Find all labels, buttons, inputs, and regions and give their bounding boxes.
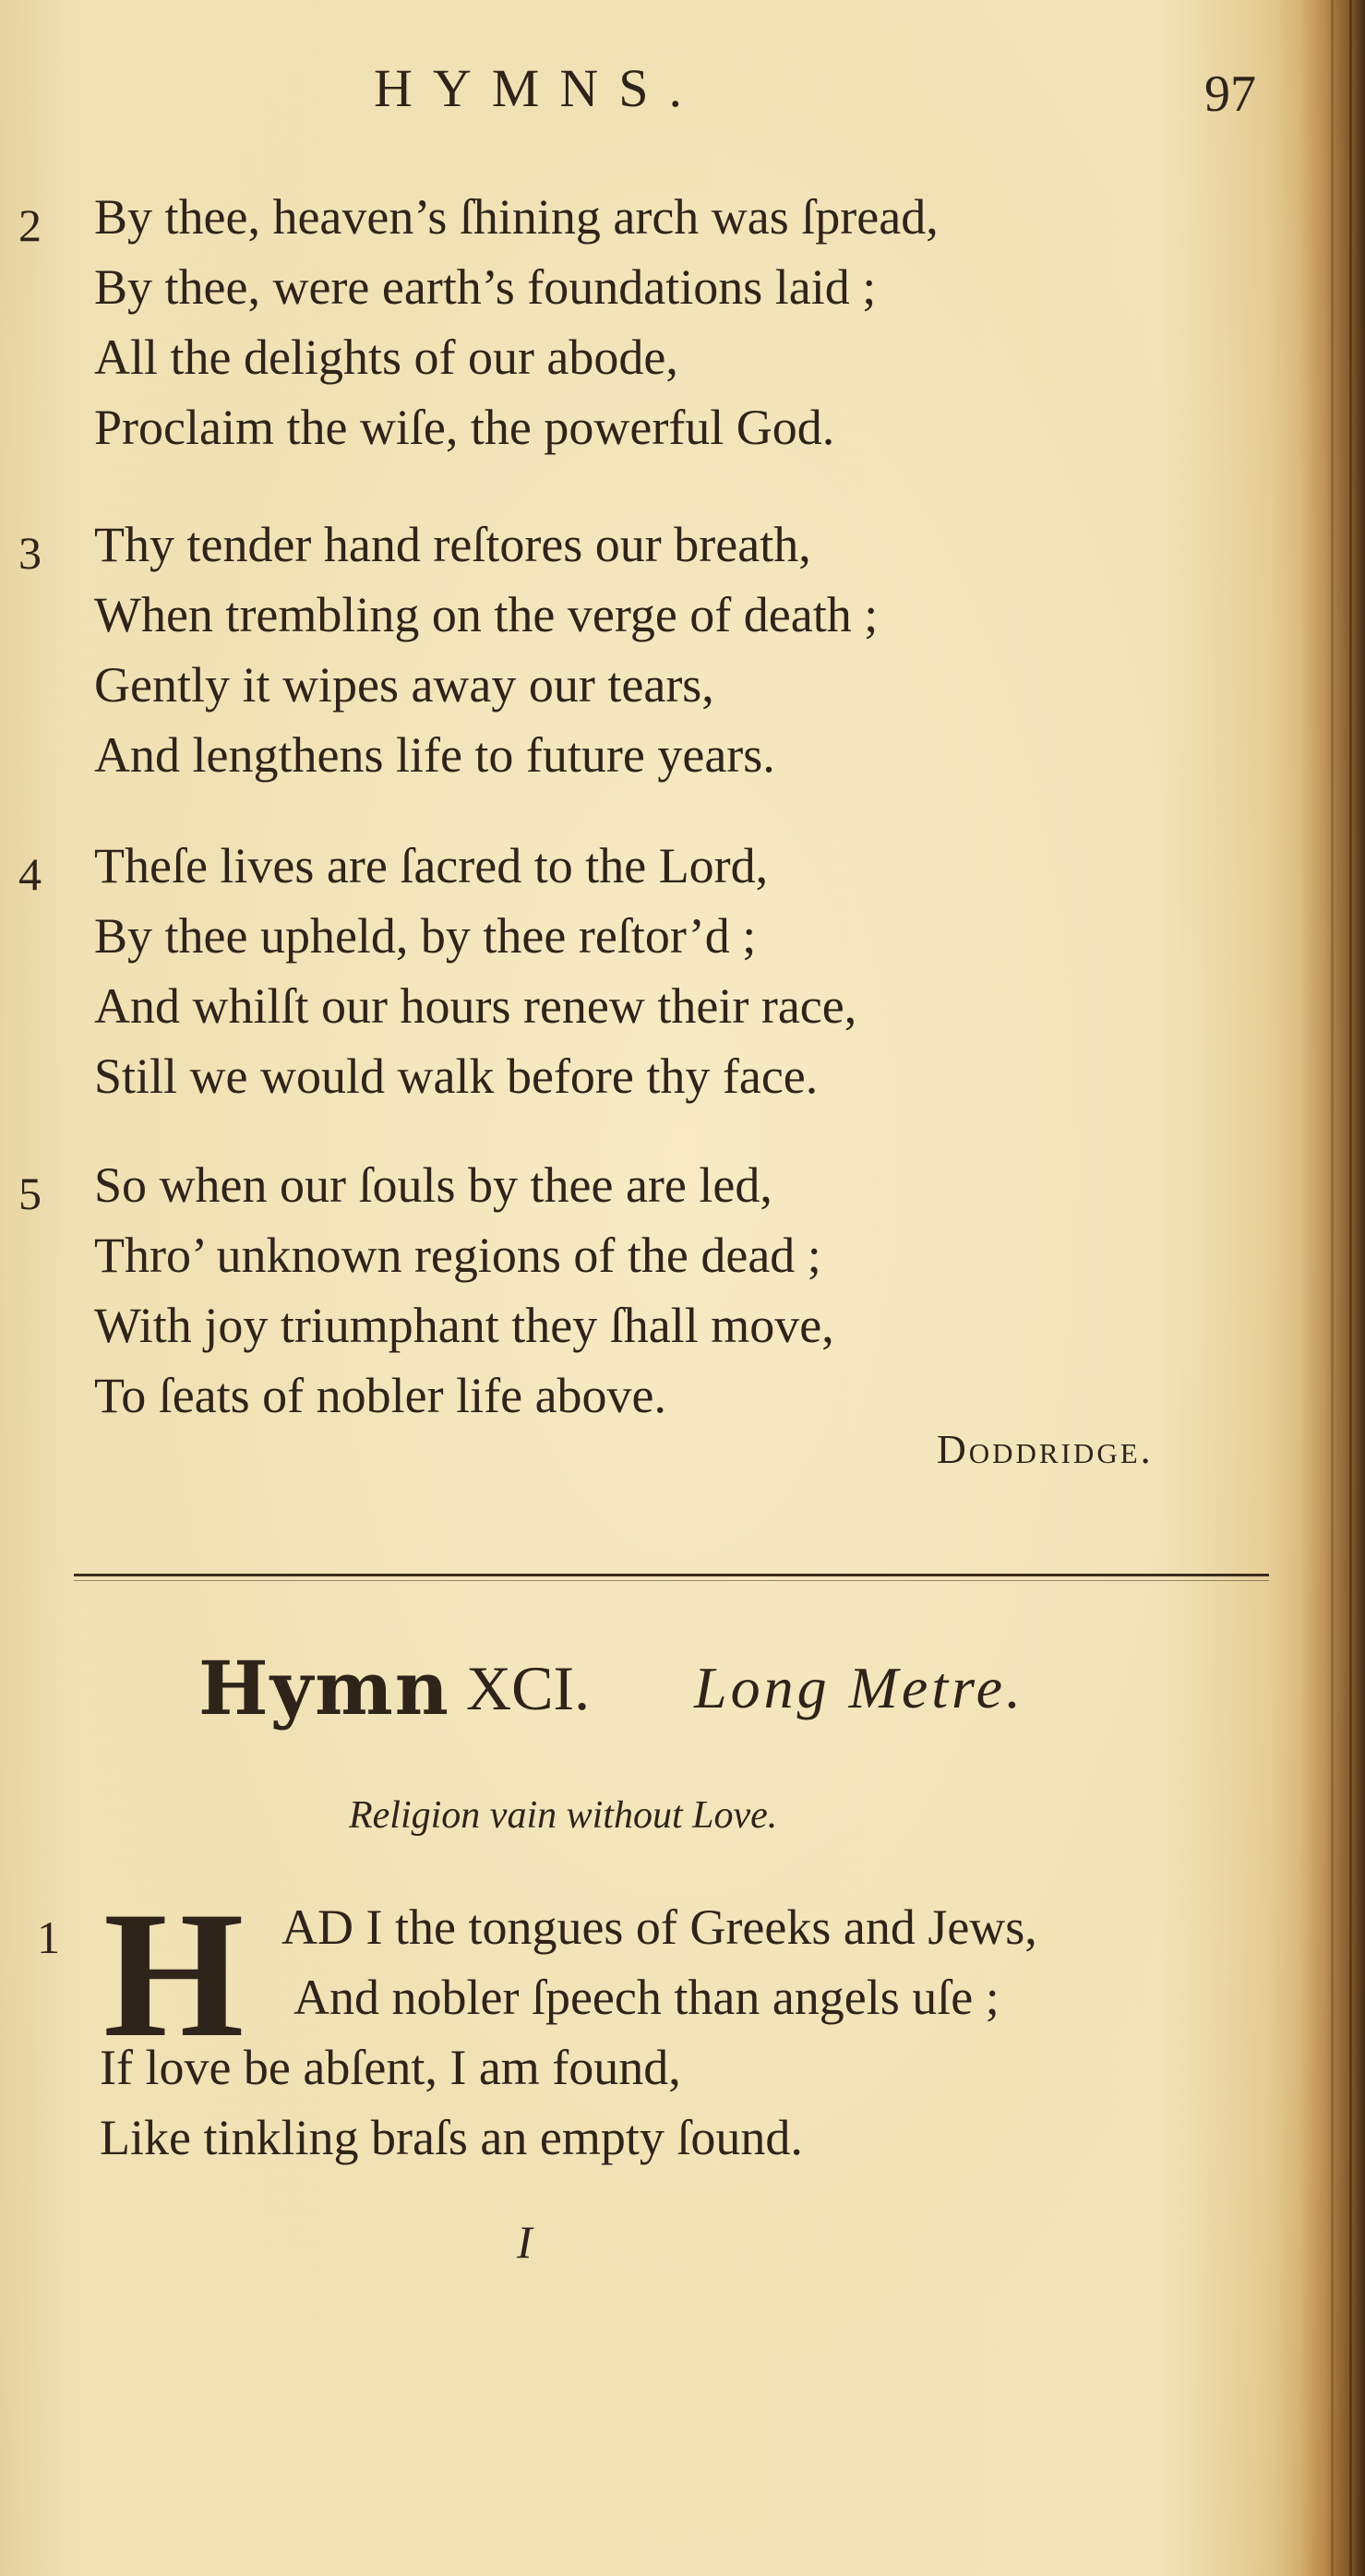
verse-line: Thy tender hand reſtores our breath, <box>94 517 811 572</box>
stanza-number: 3 <box>18 527 42 579</box>
hymn-heading <box>0 1645 1365 1731</box>
stanza-number: 2 <box>18 199 42 251</box>
hymn-word: Hymn <box>198 1645 450 1731</box>
stanza-number: 1 <box>37 1911 60 1963</box>
verse-line: AD I the tongues of Greeks and Jews, <box>281 1899 1037 1955</box>
drop-cap: H <box>103 1875 245 2075</box>
hymn-subtitle: Religion vain without Love. <box>349 1794 778 1837</box>
attribution: Doddridge. <box>937 1427 1154 1472</box>
verse-line: By thee, heaven’s ſhining arch was ſpread, <box>94 189 939 245</box>
stanza-number: 5 <box>18 1168 42 1219</box>
verse-line: With joy triumphant they ſhall move, <box>94 1298 834 1353</box>
verse-line: Like tinkling braſs an empty ſound. <box>100 2110 803 2165</box>
page-edge-line <box>1349 0 1352 2576</box>
verse-line: And whilſt our hours renew their race, <box>94 978 857 1034</box>
verse-line: And lengthens life to future years. <box>94 727 775 783</box>
hymn-metre: Long Metre. <box>694 1655 1025 1720</box>
verse-line: When trembling on the verge of death ; <box>94 587 879 642</box>
divider-rule <box>74 1574 1269 1576</box>
verse-line: And nobler ſpeech than angels uſe ; <box>293 1970 1000 2025</box>
verse-line: Proclaim the wiſe, the powerful God. <box>94 400 835 455</box>
verse-line: By thee upheld, by thee reſtor’d ; <box>94 908 757 964</box>
verse-line: All the delights of our abode, <box>94 329 678 385</box>
divider-rule-thin <box>74 1580 1269 1581</box>
verse-line: To ſeats of nobler life above. <box>94 1368 666 1423</box>
hymn-numeral: XCI. <box>466 1653 591 1723</box>
verse-line: Still we would walk before thy face. <box>94 1048 819 1104</box>
verse-line: If love be abſent, I am found, <box>100 2040 681 2095</box>
verse-line: Thro’ unknown regions of the dead ; <box>94 1228 821 1283</box>
stanza-number: 4 <box>18 848 42 900</box>
page-number: 97 <box>1204 66 1256 123</box>
running-head <box>0 57 1365 122</box>
verse-line: Gently it wipes away our tears, <box>94 657 714 713</box>
verse-line: By thee, were earth’s foundations laid ; <box>94 259 877 315</box>
page-edge <box>1300 0 1365 2576</box>
verse-line: Theſe lives are ſacred to the Lord, <box>94 838 769 893</box>
running-title: HYMNS. <box>374 58 702 118</box>
page-edge-line <box>1331 0 1334 2576</box>
catchword: I <box>517 2216 533 2268</box>
verse-line: So when our ſouls by thee are led, <box>94 1157 772 1213</box>
